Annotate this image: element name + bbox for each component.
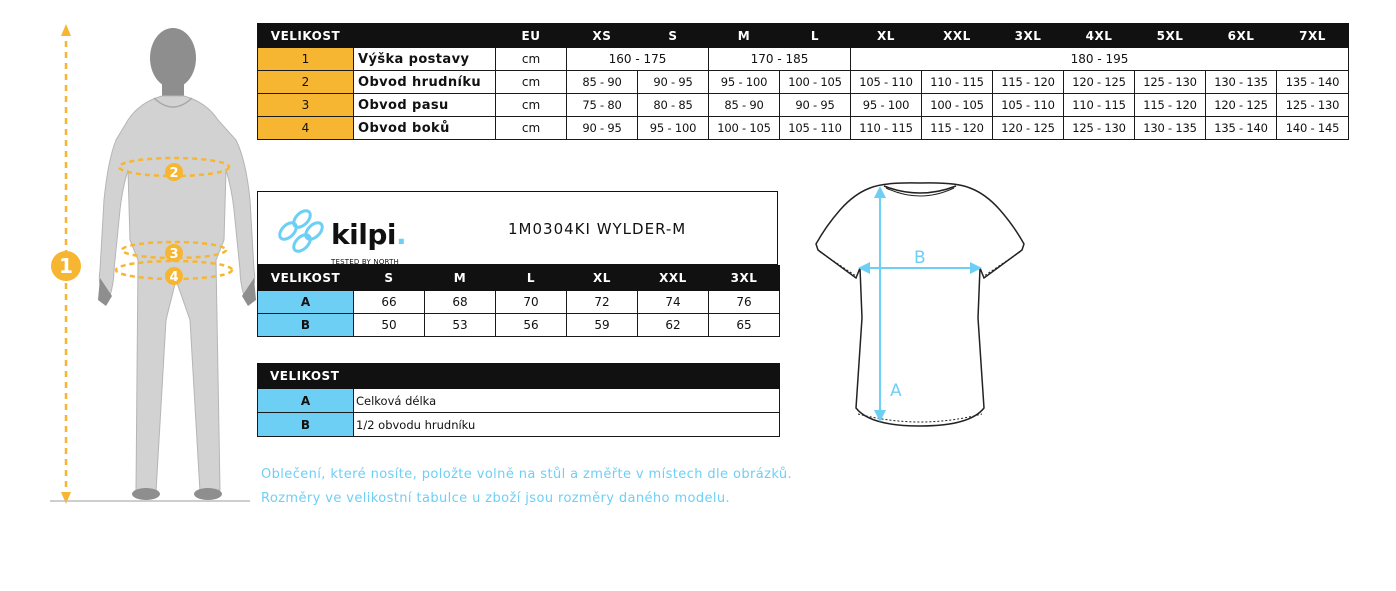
value-cell: 130 - 135 bbox=[1206, 71, 1277, 94]
row-number: 3 bbox=[258, 94, 354, 117]
label-b: B bbox=[914, 248, 926, 268]
value-cell: 66 bbox=[354, 291, 425, 314]
row-label: Obvod boků bbox=[354, 117, 496, 140]
value-cell: 170 - 185 bbox=[709, 48, 851, 71]
note-line-2: Rozměry ve velikostní tabulce u zboží jsou rozměry daného modelu. bbox=[261, 491, 731, 506]
marker-1 bbox=[51, 251, 81, 281]
header-cell: XXL bbox=[638, 266, 709, 291]
row-label: B bbox=[258, 413, 354, 437]
value-cell: 100 - 105 bbox=[780, 71, 851, 94]
svg-text:2: 2 bbox=[169, 166, 179, 181]
value-cell: 65 bbox=[709, 314, 780, 337]
header-cell: L bbox=[780, 24, 851, 48]
legend-header bbox=[258, 364, 780, 389]
value-cell: 85 - 90 bbox=[567, 71, 638, 94]
kilpi-logo bbox=[274, 206, 407, 266]
header-cell: S bbox=[638, 24, 709, 48]
product-code: 1M0304KI WYLDER-M bbox=[508, 220, 687, 238]
value-cell: 105 - 110 bbox=[993, 94, 1064, 117]
logo-tagline: TESTED BY NORTH bbox=[331, 258, 400, 266]
main-size-table bbox=[257, 23, 1349, 140]
header-cell bbox=[354, 24, 496, 48]
header-cell: 7XL bbox=[1277, 24, 1349, 48]
table-row bbox=[258, 291, 780, 314]
header-cell: XL bbox=[851, 24, 922, 48]
row-label: Výška postavy bbox=[354, 48, 496, 71]
header-cell: 3XL bbox=[993, 24, 1064, 48]
note-line-1: Oblečení, které nosíte, položte volně na stůl a změřte v místech dle obrázků. bbox=[261, 467, 793, 482]
value-cell: 105 - 110 bbox=[780, 117, 851, 140]
value-cell: 125 - 130 bbox=[1135, 71, 1206, 94]
svg-text:3: 3 bbox=[169, 247, 179, 262]
header-cell: XXL bbox=[922, 24, 993, 48]
tshirt-diagram bbox=[810, 178, 1030, 438]
value-cell: 72 bbox=[567, 291, 638, 314]
value-cell: 76 bbox=[709, 291, 780, 314]
row-label: Obvod hrudníku bbox=[354, 71, 496, 94]
value-cell: 100 - 105 bbox=[709, 117, 780, 140]
value-cell: 135 - 140 bbox=[1206, 117, 1277, 140]
knot-icon bbox=[274, 206, 330, 256]
value-cell: 160 - 175 bbox=[567, 48, 709, 71]
value-cell: 110 - 115 bbox=[1064, 94, 1135, 117]
value-cell: 120 - 125 bbox=[1206, 94, 1277, 117]
table-row bbox=[258, 117, 1349, 140]
header-cell: 4XL bbox=[1064, 24, 1135, 48]
value-cell: 95 - 100 bbox=[851, 94, 922, 117]
marker-2 bbox=[165, 163, 183, 181]
product-size-table bbox=[257, 265, 780, 337]
row-number: 1 bbox=[258, 48, 354, 71]
header-cell: 6XL bbox=[1206, 24, 1277, 48]
value-cell: 115 - 120 bbox=[1135, 94, 1206, 117]
value-cell: 80 - 85 bbox=[638, 94, 709, 117]
row-description: Celková délka bbox=[354, 389, 780, 413]
table-row bbox=[258, 48, 1349, 71]
value-cell: 120 - 125 bbox=[1064, 71, 1135, 94]
table-row bbox=[258, 413, 780, 437]
value-cell: 105 - 110 bbox=[851, 71, 922, 94]
row-label: B bbox=[258, 314, 354, 337]
value-cell: 56 bbox=[496, 314, 567, 337]
value-cell: 50 bbox=[354, 314, 425, 337]
body-measurement-figure bbox=[40, 20, 260, 510]
table-row bbox=[258, 94, 1349, 117]
value-cell: 115 - 120 bbox=[993, 71, 1064, 94]
header-cell: VELIKOST bbox=[258, 24, 354, 48]
value-cell: 180 - 195 bbox=[851, 48, 1349, 71]
value-cell: 95 - 100 bbox=[638, 117, 709, 140]
product-table-header bbox=[258, 266, 780, 291]
header-cell: XL bbox=[567, 266, 638, 291]
header-cell: S bbox=[354, 266, 425, 291]
marker-4 bbox=[165, 267, 183, 285]
header-cell: L bbox=[496, 266, 567, 291]
header-cell: M bbox=[709, 24, 780, 48]
legend-table bbox=[257, 363, 780, 437]
value-cell: 140 - 145 bbox=[1277, 117, 1349, 140]
value-cell: 68 bbox=[425, 291, 496, 314]
svg-text:4: 4 bbox=[169, 270, 179, 285]
value-cell: 85 - 90 bbox=[709, 94, 780, 117]
value-cell: 110 - 115 bbox=[922, 71, 993, 94]
logo-word: kilpi. bbox=[331, 218, 407, 251]
row-label: A bbox=[258, 389, 354, 413]
value-cell: 115 - 120 bbox=[922, 117, 993, 140]
header-cell: EU bbox=[496, 24, 567, 48]
value-cell: 74 bbox=[638, 291, 709, 314]
header-cell: 5XL bbox=[1135, 24, 1206, 48]
header-cell: M bbox=[425, 266, 496, 291]
value-cell: 75 - 80 bbox=[567, 94, 638, 117]
header-cell: 3XL bbox=[709, 266, 780, 291]
row-description: 1/2 obvodu hrudníku bbox=[354, 413, 780, 437]
row-number: 4 bbox=[258, 117, 354, 140]
value-cell: 125 - 130 bbox=[1277, 94, 1349, 117]
value-cell: 130 - 135 bbox=[1135, 117, 1206, 140]
header-cell: XS bbox=[567, 24, 638, 48]
unit-cell: cm bbox=[496, 71, 567, 94]
unit-cell: cm bbox=[496, 48, 567, 71]
value-cell: 62 bbox=[638, 314, 709, 337]
table-row bbox=[258, 71, 1349, 94]
unit-cell: cm bbox=[496, 94, 567, 117]
value-cell: 125 - 130 bbox=[1064, 117, 1135, 140]
value-cell: 120 - 125 bbox=[993, 117, 1064, 140]
table-row bbox=[258, 314, 780, 337]
row-number: 2 bbox=[258, 71, 354, 94]
value-cell: 95 - 100 bbox=[709, 71, 780, 94]
unit-cell: cm bbox=[496, 117, 567, 140]
value-cell: 59 bbox=[567, 314, 638, 337]
value-cell: 90 - 95 bbox=[638, 71, 709, 94]
value-cell: 110 - 115 bbox=[851, 117, 922, 140]
row-label: A bbox=[258, 291, 354, 314]
value-cell: 70 bbox=[496, 291, 567, 314]
row-label: Obvod pasu bbox=[354, 94, 496, 117]
value-cell: 100 - 105 bbox=[922, 94, 993, 117]
marker-3 bbox=[165, 244, 183, 262]
value-cell: 53 bbox=[425, 314, 496, 337]
value-cell: 90 - 95 bbox=[567, 117, 638, 140]
header-cell: VELIKOST bbox=[258, 364, 780, 389]
svg-text:1: 1 bbox=[59, 254, 73, 278]
value-cell: 135 - 140 bbox=[1277, 71, 1349, 94]
label-a: A bbox=[890, 381, 902, 401]
main-table-header bbox=[258, 24, 1349, 48]
product-header bbox=[257, 191, 778, 265]
value-cell: 90 - 95 bbox=[780, 94, 851, 117]
header-cell: VELIKOST bbox=[258, 266, 354, 291]
table-row bbox=[258, 389, 780, 413]
